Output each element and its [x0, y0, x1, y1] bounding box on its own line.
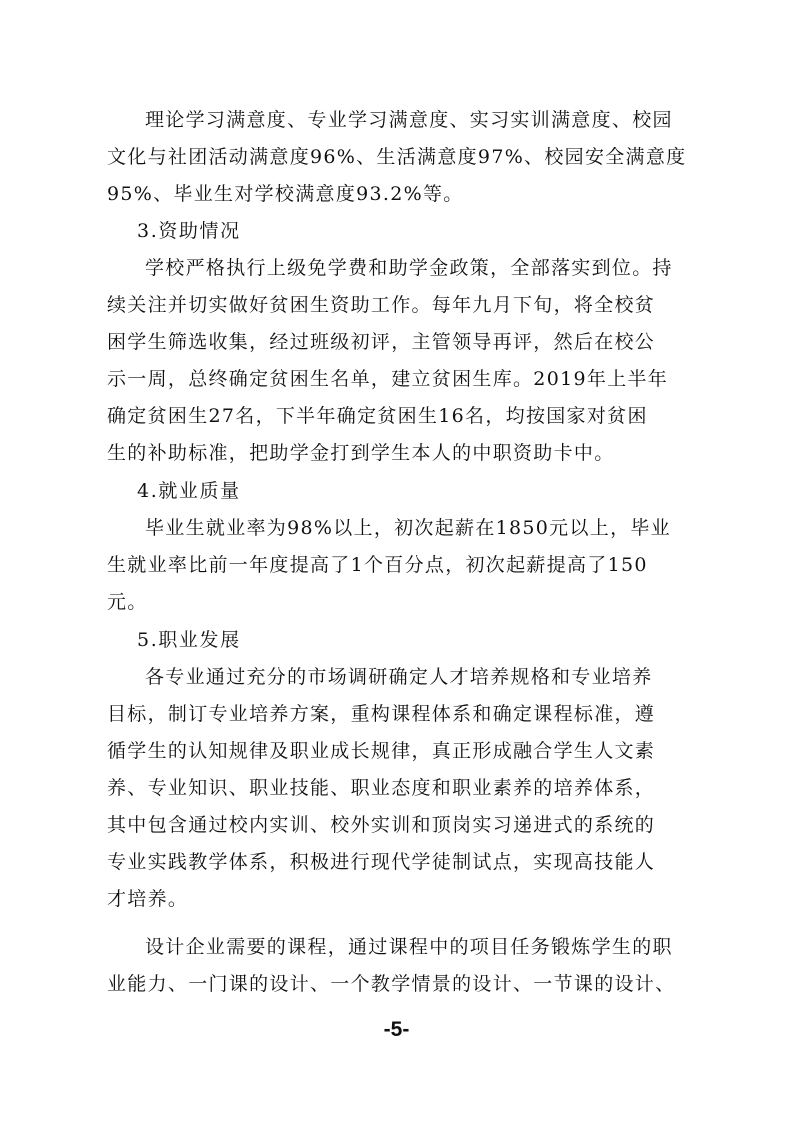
text-line: 专业实践教学体系，积极进行现代学徒制试点，实现高技能人 — [107, 851, 656, 873]
section-heading-funding — [107, 213, 687, 250]
text-line: 示一周，总终确定贫困生名单，建立贫困生库。2019年上半年 — [107, 368, 669, 390]
text-line: 元。 — [107, 591, 148, 613]
text-line: 文化与社团活动满意度96%、生活满意度97%、校园安全满意度 — [107, 146, 687, 168]
paragraph-satisfaction — [107, 102, 687, 213]
text-line: 确定贫困生27名，下半年确定贫困生16名，均按国家对贫困 — [107, 405, 648, 427]
text-line: 理论学习满意度、专业学习满意度、实习实训满意度、校园 — [145, 109, 673, 131]
text-line: 养、专业知识、职业技能、职业态度和职业素养的培养体系， — [107, 777, 656, 799]
text-line: 毕业生就业率为98%以上，初次起薪在1850元以上，毕业 — [145, 517, 671, 539]
text-line: 学校严格执行上级免学费和助学金政策，全部落实到位。持 — [145, 257, 673, 279]
page-number: -5- — [383, 1018, 410, 1041]
text-line: 生就业率比前一年度提高了1个百分点，初次起薪提高了150 — [107, 554, 648, 576]
text-line: 设计企业需要的课程，通过课程中的项目任务锻炼学生的职 — [145, 936, 673, 958]
text-line: 循学生的认知规律及职业成长规律，真正形成融合学生人文素 — [107, 740, 656, 762]
text-line: 业能力、一门课的设计、一个教学情景的设计、一节课的设计、 — [107, 973, 676, 995]
text-line: 各专业通过充分的市场调研确定人才培养规格和专业培养 — [145, 666, 653, 688]
section-heading-career — [107, 622, 687, 659]
text-line: 困学生筛选收集，经过班级初评，主管领导再评，然后在校公 — [107, 331, 656, 353]
text-line: 其中包含通过校内实训、校外实训和顶岗实习递进式的系统的 — [107, 814, 656, 836]
paragraph-career — [107, 659, 687, 918]
section-heading-employment — [107, 473, 687, 510]
paragraph-employment — [107, 510, 687, 621]
text-line: 才培养。 — [107, 888, 189, 910]
text-line: 续关注并切实做好贫困生资助工作。每年九月下旬，将全校贫 — [107, 294, 656, 316]
heading-text: 4.就业质量 — [137, 480, 241, 502]
paragraph-funding — [107, 250, 687, 472]
text-line: 目标，制订专业培养方案，重构课程体系和确定课程标准，遵 — [107, 703, 656, 725]
paragraph-course-design — [107, 929, 687, 1003]
heading-text: 5.职业发展 — [137, 629, 241, 651]
text-line: 95%、毕业生对学校满意度93.2%等。 — [107, 183, 464, 205]
text-line: 生的补助标准，把助学金打到学生本人的中职资助卡中。 — [107, 442, 615, 464]
heading-text: 3.资助情况 — [137, 220, 241, 242]
